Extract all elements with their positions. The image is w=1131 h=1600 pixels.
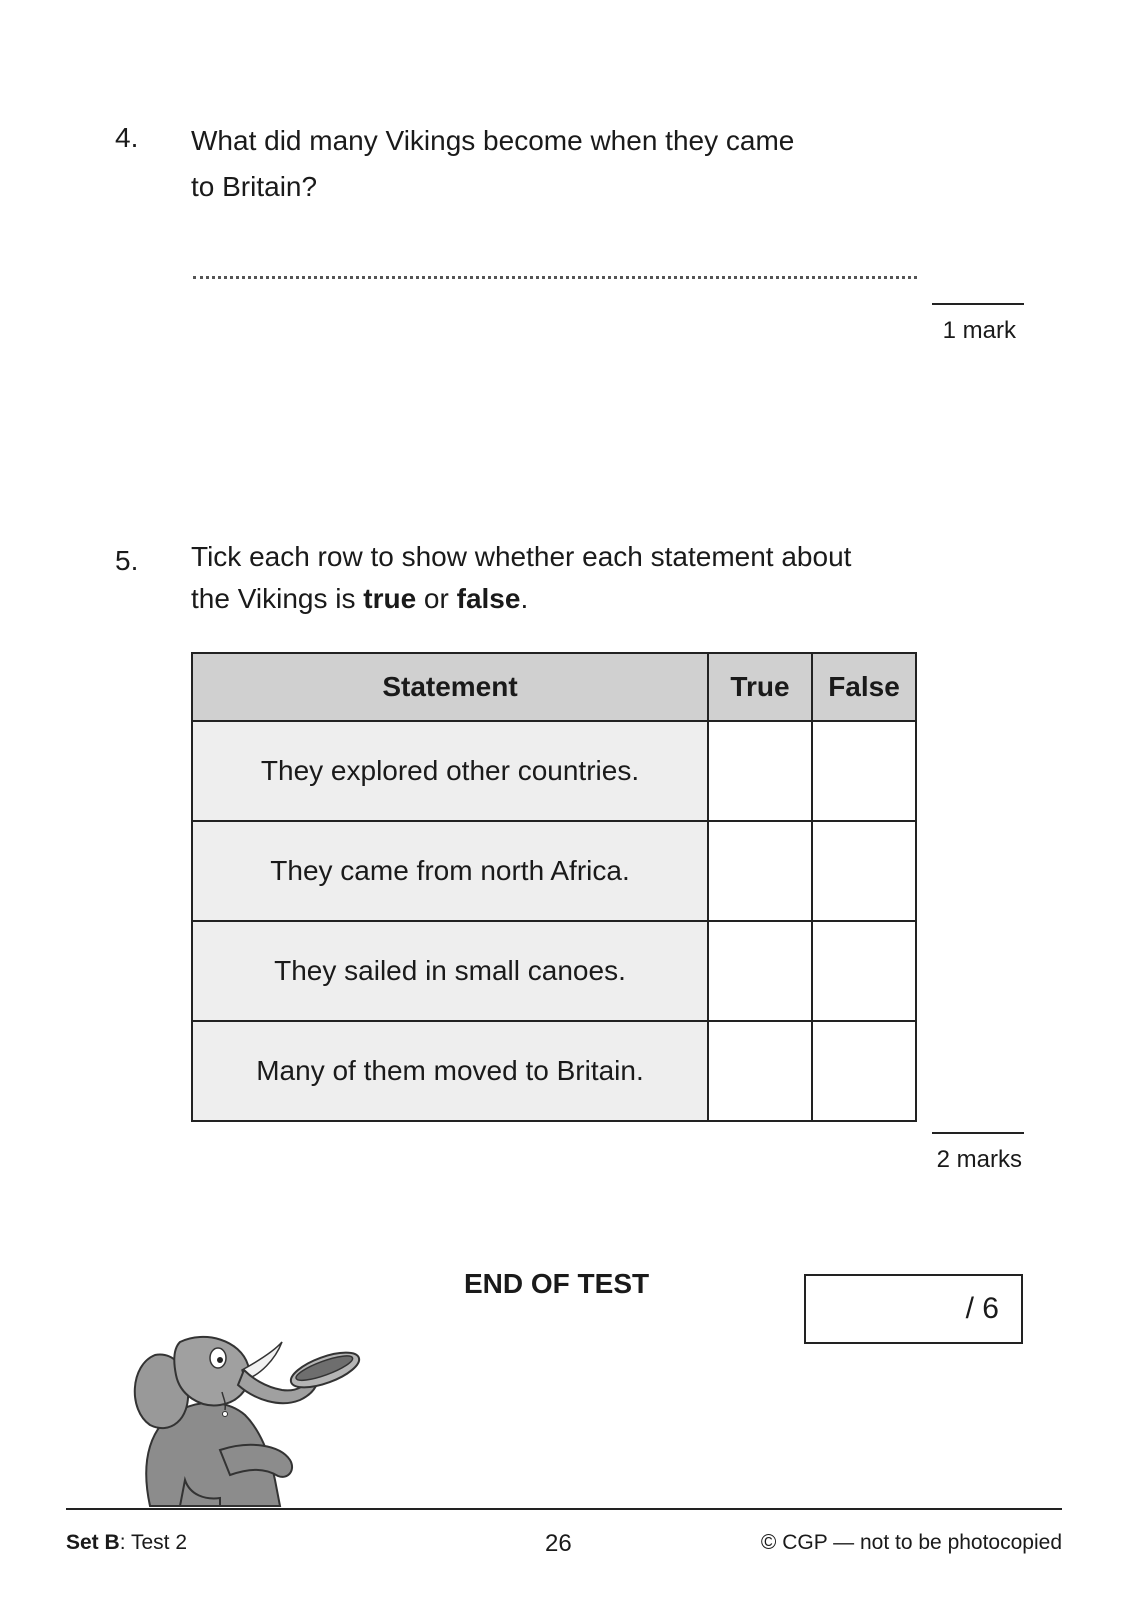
false-tick-box[interactable] [812, 1021, 916, 1121]
question-5-false-word: false [456, 583, 521, 614]
false-tick-box[interactable] [812, 721, 916, 821]
true-tick-box[interactable] [708, 821, 812, 921]
question-5-text [191, 536, 991, 620]
question-4-text [191, 118, 951, 210]
true-false-table [191, 652, 917, 1122]
score-total: / 6 [965, 1292, 999, 1325]
statement-cell: They explored other countries. [192, 721, 708, 821]
question-4-number: 4. [115, 122, 139, 153]
footer-copyright: © CGP — not to be photocopied [760, 1531, 1062, 1554]
header-false: False [812, 653, 916, 721]
true-tick-box[interactable] [708, 721, 812, 821]
question-5-line-2 [191, 578, 991, 620]
table-row [192, 921, 916, 1021]
score-box[interactable] [804, 1274, 1023, 1344]
question-4-mark-line [932, 303, 1024, 305]
question-5-line-2-mid: or [416, 583, 457, 614]
question-5-true-word: true [363, 583, 417, 614]
question-5-mark-line [932, 1132, 1024, 1134]
header-statement: Statement [192, 653, 708, 721]
question-5-line-1: Tick each row to show whether each statement about [191, 541, 852, 572]
question-5-line-2-post: . [520, 583, 529, 614]
table-header-row [192, 653, 916, 721]
elephant-illustration-icon [110, 1330, 370, 1508]
question-5-number: 5. [115, 545, 139, 576]
table-row [192, 821, 916, 921]
table-row [192, 721, 916, 821]
end-of-test-heading: END OF TEST [464, 1268, 650, 1299]
question-4-line-1: What did many Vikings become when they came [191, 125, 795, 156]
question-4-marks: 1 mark [942, 317, 1016, 344]
footer-set-bold: Set B [66, 1531, 120, 1554]
page-number: 26 [545, 1530, 572, 1557]
footer-set-label [66, 1531, 187, 1555]
question-4-answer-line[interactable] [193, 276, 917, 279]
header-true: True [708, 653, 812, 721]
question-4-line-2: to Britain? [191, 171, 318, 202]
footer-set-rest: : Test 2 [119, 1531, 188, 1554]
statement-cell: They sailed in small canoes. [192, 921, 708, 1021]
question-5-marks: 2 marks [936, 1146, 1022, 1173]
false-tick-box[interactable] [812, 921, 916, 1021]
question-5-line-2-pre: the Vikings is [191, 583, 364, 614]
true-tick-box[interactable] [708, 1021, 812, 1121]
footer-divider [66, 1508, 1062, 1510]
table-row [192, 1021, 916, 1121]
statement-cell: They came from north Africa. [192, 821, 708, 921]
false-tick-box[interactable] [812, 821, 916, 921]
statement-cell: Many of them moved to Britain. [192, 1021, 708, 1121]
true-tick-box[interactable] [708, 921, 812, 1021]
